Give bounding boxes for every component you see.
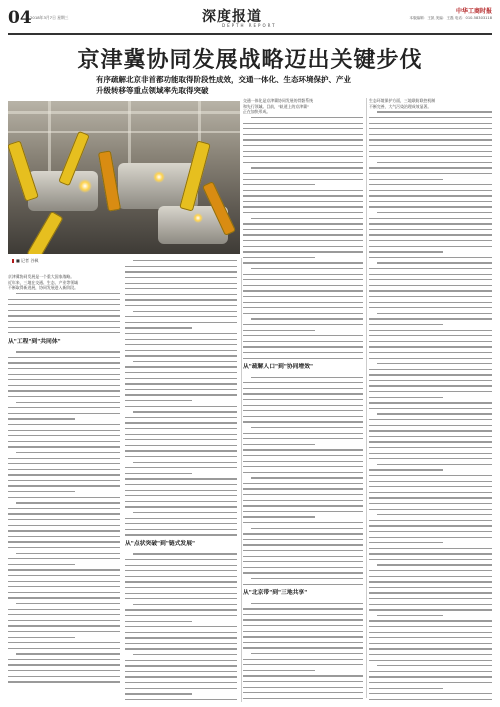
article-subheading: 从"疏解人口"到"协同增效" bbox=[243, 363, 314, 370]
subhead bbox=[96, 74, 351, 96]
article-column-3 bbox=[243, 98, 363, 702]
article-subheading: 从"工程"到"共同体" bbox=[8, 338, 61, 345]
text-line bbox=[125, 532, 237, 538]
section-title: 深度报道 bbox=[202, 9, 262, 25]
masthead bbox=[8, 6, 492, 32]
factory-photo bbox=[8, 101, 240, 254]
text-line bbox=[243, 355, 363, 361]
headline: 京津冀协同发展战略迈出关键步伐 bbox=[77, 47, 423, 73]
text-line bbox=[369, 697, 492, 702]
text-line bbox=[243, 701, 363, 702]
article-subheading: 从"点状突破"到"链式发展" bbox=[125, 540, 196, 547]
col3-line-2: 和先行领域。目前，"轨道上的京津冀" bbox=[243, 103, 309, 109]
page-number: 04 bbox=[8, 8, 32, 28]
col4-line-2: 不断完善，大气污染治理成效显著。 bbox=[369, 103, 432, 109]
col1-line-2: 近年来，三地在交通、生态、产业等领域 bbox=[8, 279, 79, 285]
col3-line-1: 交通一体化是京津冀协同发展的骨骼系统 bbox=[243, 98, 314, 103]
masthead-info: 本版编辑：王凯 美编：王磊 电话：010-58303118 bbox=[409, 16, 492, 20]
article-column-2 bbox=[125, 258, 237, 702]
col3-line-3: 正在加快形成。 bbox=[243, 109, 271, 115]
text-line bbox=[243, 581, 363, 587]
masthead-date: 2018年3月7日 星期三 bbox=[30, 15, 69, 20]
paper-name: 中华工商时报 bbox=[455, 8, 492, 15]
subhead-line-1: 有序疏解北京非首都功能取得阶段性成效，交通一体化、生态环境保护、产业 bbox=[96, 75, 351, 84]
article-subheading: 从"北京带"到"三地共享" bbox=[243, 589, 308, 596]
subhead-line-2: 升级转移等重点领域率先取得突破 bbox=[96, 86, 209, 95]
text-line bbox=[125, 697, 237, 702]
section-title-en: DEPTH REPORT bbox=[222, 23, 277, 28]
byline-text: ■ 记者 谷枫 bbox=[16, 258, 39, 263]
col1-line-3: 不断取得新进展，协同发展进入新阶段。 bbox=[8, 285, 79, 291]
byline bbox=[12, 258, 38, 264]
text-line bbox=[8, 679, 120, 685]
col1-line-1: 京津冀协同发展是一个重大国家战略。 bbox=[8, 274, 75, 279]
article-column-1 bbox=[8, 274, 120, 702]
col4-line-1: 生态环境保护方面，三地联防联控机制 bbox=[369, 98, 436, 103]
masthead-rule bbox=[8, 33, 492, 35]
article-column-4 bbox=[369, 98, 492, 702]
text-line bbox=[8, 330, 120, 336]
